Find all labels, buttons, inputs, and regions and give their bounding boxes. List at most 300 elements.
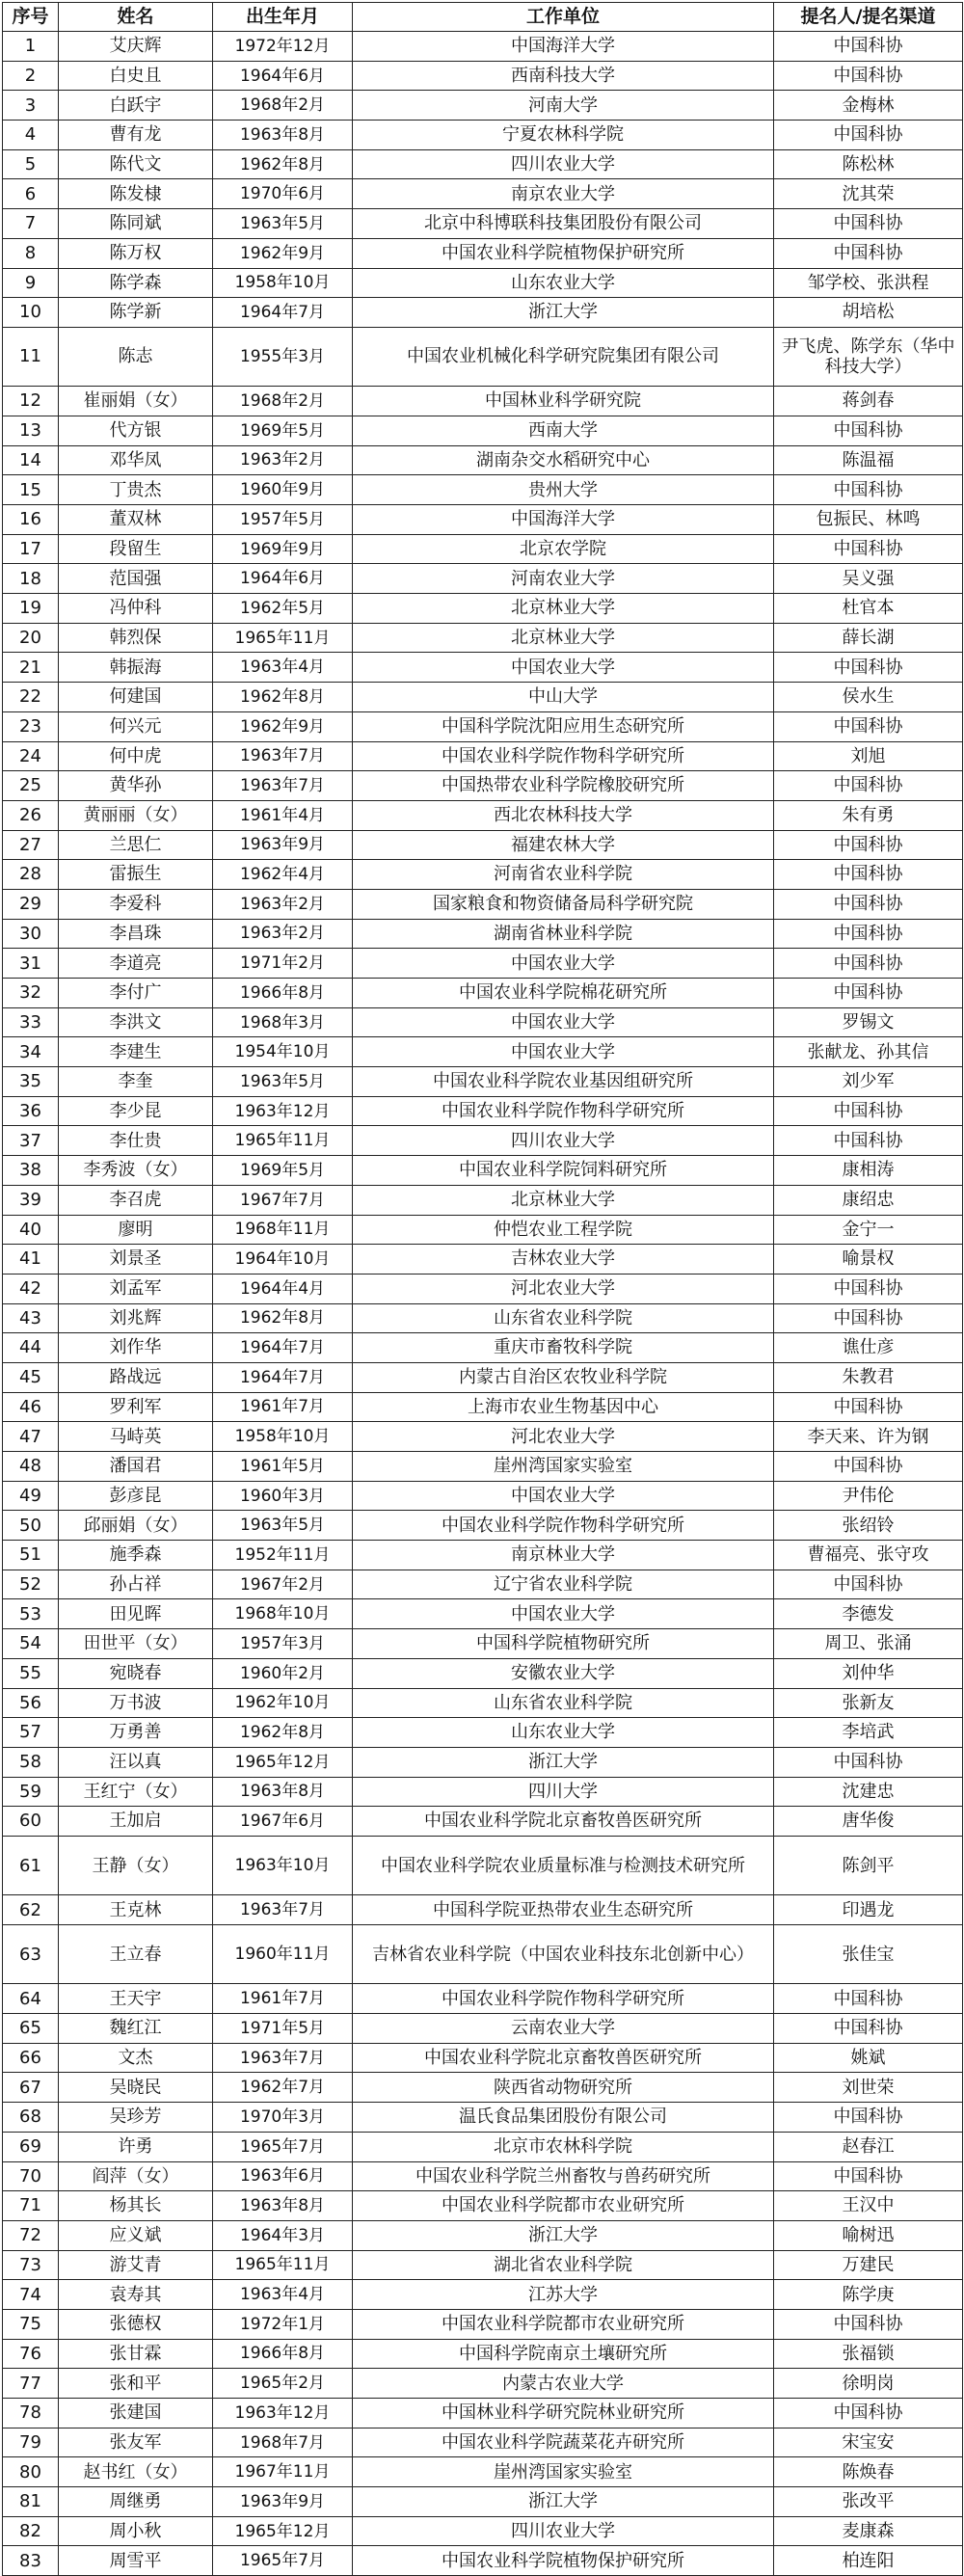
cell-index: 60: [3, 1807, 59, 1837]
table-row: [3, 830, 963, 860]
cell-organization: 中国科学院沈阳应用生态研究所: [353, 711, 774, 741]
cell-name: 路战远: [59, 1362, 213, 1392]
cell-index: 70: [3, 2161, 59, 2191]
cell-index: 48: [3, 1452, 59, 1482]
cell-name: 陈学森: [59, 268, 213, 298]
cell-birth: 1965年7月: [213, 2132, 353, 2161]
cell-organization: 中国农业科学院饲料研究所: [353, 1156, 774, 1186]
cell-nominator: 中国科协: [774, 2161, 963, 2191]
cell-nominator: 侯水生: [774, 683, 963, 712]
cell-index: 77: [3, 2369, 59, 2399]
cell-nominator: 金梅林: [774, 91, 963, 121]
table-row: [3, 711, 963, 741]
cell-index: 25: [3, 771, 59, 801]
cell-organization: 北京中科博联科技集团股份有限公司: [353, 209, 774, 239]
cell-name: 陈志: [59, 327, 213, 386]
cell-nominator: 刘仲华: [774, 1658, 963, 1688]
cell-name: 吴珍芳: [59, 2103, 213, 2133]
cell-organization: 浙江大学: [353, 2220, 774, 2250]
table-row: [3, 1747, 963, 1777]
cell-name: 赵书红（女）: [59, 2457, 213, 2487]
nominee-table-container: [2, 2, 962, 2571]
cell-name: 王天宇: [59, 1984, 213, 2014]
table-row: [3, 860, 963, 890]
cell-birth: 1964年7月: [213, 1362, 353, 1392]
cell-birth: 1963年10月: [213, 1836, 353, 1894]
cell-name: 段留生: [59, 534, 213, 564]
cell-index: 45: [3, 1362, 59, 1392]
table-row: [3, 1215, 963, 1245]
cell-nominator: 中国科协: [774, 979, 963, 1008]
cell-name: 潘国君: [59, 1452, 213, 1482]
cell-name: 李道亮: [59, 949, 213, 979]
cell-index: 72: [3, 2220, 59, 2250]
cell-organization: 中国林业科学研究院林业研究所: [353, 2399, 774, 2428]
cell-organization: 北京林业大学: [353, 594, 774, 624]
table-row: [3, 238, 963, 268]
cell-index: 7: [3, 209, 59, 239]
cell-name: 李秀波（女）: [59, 1156, 213, 1186]
table-row: [3, 741, 963, 771]
cell-organization: 浙江大学: [353, 298, 774, 328]
table-row: [3, 2103, 963, 2133]
table-row: [3, 179, 963, 209]
cell-name: 吴晓民: [59, 2073, 213, 2103]
table-row: [3, 623, 963, 653]
cell-name: 宛晓春: [59, 1658, 213, 1688]
cell-organization: 崖州湾国家实验室: [353, 1452, 774, 1482]
cell-birth: 1962年9月: [213, 711, 353, 741]
cell-birth: 1967年2月: [213, 1570, 353, 1599]
cell-nominator: 罗锡文: [774, 1007, 963, 1037]
cell-nominator: 中国科协: [774, 238, 963, 268]
table-row: [3, 1422, 963, 1452]
cell-name: 陈万权: [59, 238, 213, 268]
cell-organization: 吉林省农业科学院（中国农业科技东北创新中心）: [353, 1925, 774, 1984]
cell-birth: 1962年9月: [213, 238, 353, 268]
cell-birth: 1965年7月: [213, 2546, 353, 2576]
cell-nominator: 徐明岗: [774, 2369, 963, 2399]
cell-name: 王克林: [59, 1895, 213, 1925]
cell-name: 孙占祥: [59, 1570, 213, 1599]
cell-name: 李昌珠: [59, 919, 213, 949]
cell-name: 韩振海: [59, 653, 213, 683]
table-row: [3, 534, 963, 564]
cell-nominator: 张新友: [774, 1688, 963, 1718]
cell-birth: 1967年11月: [213, 2457, 353, 2487]
cell-nominator: 中国科协: [774, 2014, 963, 2044]
cell-birth: 1966年8月: [213, 979, 353, 1008]
cell-name: 李建生: [59, 1037, 213, 1067]
cell-organization: 上海市农业生物基因中心: [353, 1392, 774, 1422]
cell-name: 范国强: [59, 564, 213, 594]
table-row: [3, 1688, 963, 1718]
cell-nominator: 中国科协: [774, 416, 963, 445]
cell-name: 彭彦昆: [59, 1481, 213, 1511]
nominee-table: [2, 2, 963, 2576]
cell-name: 丁贵杰: [59, 475, 213, 505]
cell-birth: 1966年8月: [213, 2339, 353, 2369]
cell-organization: 中国科学院南京土壤研究所: [353, 2339, 774, 2369]
cell-birth: 1962年5月: [213, 594, 353, 624]
cell-organization: 温氏食品集团股份有限公司: [353, 2103, 774, 2133]
cell-birth: 1965年2月: [213, 2369, 353, 2399]
cell-nominator: 万建民: [774, 2250, 963, 2280]
cell-organization: 西北农林科技大学: [353, 800, 774, 830]
cell-index: 68: [3, 2103, 59, 2133]
cell-birth: 1961年5月: [213, 1452, 353, 1482]
cell-index: 47: [3, 1422, 59, 1452]
table-row: [3, 1541, 963, 1570]
cell-organization: 中国农业科学院植物保护研究所: [353, 2546, 774, 2576]
cell-nominator: 胡培松: [774, 298, 963, 328]
cell-organization: 山东省农业科学院: [353, 1688, 774, 1718]
cell-index: 40: [3, 1215, 59, 1245]
cell-organization: 重庆市畜牧科学院: [353, 1333, 774, 1363]
cell-birth: 1970年6月: [213, 179, 353, 209]
cell-name: 邓华凤: [59, 445, 213, 475]
cell-birth: 1969年9月: [213, 534, 353, 564]
cell-nominator: 中国科协: [774, 1126, 963, 1156]
cell-nominator: 喻景权: [774, 1245, 963, 1275]
table-row: [3, 1037, 963, 1067]
table-row: [3, 2014, 963, 2044]
cell-organization: 西南大学: [353, 416, 774, 445]
cell-nominator: 吴义强: [774, 564, 963, 594]
cell-name: 李洪文: [59, 1007, 213, 1037]
table-row: [3, 416, 963, 445]
cell-birth: 1964年7月: [213, 1333, 353, 1363]
cell-name: 周雪平: [59, 2546, 213, 2576]
table-row: [3, 2546, 963, 2576]
cell-name: 李奎: [59, 1067, 213, 1097]
cell-birth: 1964年4月: [213, 1274, 353, 1303]
cell-name: 张甘霖: [59, 2339, 213, 2369]
cell-nominator: 唐华俊: [774, 1807, 963, 1837]
cell-organization: 中国海洋大学: [353, 32, 774, 62]
table-row: [3, 889, 963, 919]
cell-index: 8: [3, 238, 59, 268]
cell-organization: 中国热带农业科学院橡胶研究所: [353, 771, 774, 801]
cell-name: 马峙英: [59, 1422, 213, 1452]
cell-nominator: 中国科协: [774, 653, 963, 683]
table-row: [3, 683, 963, 712]
cell-birth: 1963年7月: [213, 741, 353, 771]
cell-birth: 1963年7月: [213, 1895, 353, 1925]
cell-name: 万勇善: [59, 1718, 213, 1748]
cell-index: 4: [3, 121, 59, 150]
cell-nominator: 中国科协: [774, 1452, 963, 1482]
cell-organization: 中国科学院亚热带农业生态研究所: [353, 1895, 774, 1925]
cell-birth: 1960年3月: [213, 1481, 353, 1511]
cell-birth: 1963年4月: [213, 2280, 353, 2310]
cell-name: 兰思仁: [59, 830, 213, 860]
cell-organization: 宁夏农林科学院: [353, 121, 774, 150]
cell-birth: 1965年11月: [213, 2250, 353, 2280]
table-row: [3, 327, 963, 386]
table-row: [3, 1629, 963, 1659]
cell-birth: 1963年2月: [213, 919, 353, 949]
cell-birth: 1971年2月: [213, 949, 353, 979]
cell-index: 26: [3, 800, 59, 830]
table-row: [3, 1185, 963, 1215]
table-row: [3, 2280, 963, 2310]
cell-organization: 福建农林大学: [353, 830, 774, 860]
cell-nominator: 麦康森: [774, 2516, 963, 2546]
cell-organization: 中国农业大学: [353, 1007, 774, 1037]
table-row: [3, 2309, 963, 2339]
cell-nominator: 朱教君: [774, 1362, 963, 1392]
cell-nominator: 周卫、张涌: [774, 1629, 963, 1659]
cell-name: 陈发棣: [59, 179, 213, 209]
cell-index: 24: [3, 741, 59, 771]
cell-name: 李爱科: [59, 889, 213, 919]
cell-index: 78: [3, 2399, 59, 2428]
cell-index: 11: [3, 327, 59, 386]
cell-name: 白史且: [59, 61, 213, 91]
cell-birth: 1969年5月: [213, 1156, 353, 1186]
cell-index: 80: [3, 2457, 59, 2487]
cell-organization: 中国农业大学: [353, 1481, 774, 1511]
cell-name: 周小秋: [59, 2516, 213, 2546]
table-row: [3, 2487, 963, 2517]
cell-index: 75: [3, 2309, 59, 2339]
cell-name: 汪以真: [59, 1747, 213, 1777]
cell-nominator: 中国科协: [774, 1747, 963, 1777]
table-row: [3, 1096, 963, 1126]
table-row: [3, 594, 963, 624]
table-row: [3, 979, 963, 1008]
cell-name: 崔丽娟（女）: [59, 387, 213, 416]
table-row: [3, 1599, 963, 1629]
cell-birth: 1962年4月: [213, 860, 353, 890]
table-row: [3, 121, 963, 150]
cell-index: 83: [3, 2546, 59, 2576]
cell-birth: 1963年2月: [213, 445, 353, 475]
cell-index: 15: [3, 475, 59, 505]
cell-index: 46: [3, 1392, 59, 1422]
cell-organization: 中山大学: [353, 683, 774, 712]
cell-organization: 中国农业科学院都市农业研究所: [353, 2191, 774, 2221]
table-row: [3, 1984, 963, 2014]
cell-nominator: 张福锁: [774, 2339, 963, 2369]
cell-organization: 山东农业大学: [353, 268, 774, 298]
cell-nominator: 张佳宝: [774, 1925, 963, 1984]
cell-birth: 1962年8月: [213, 1303, 353, 1333]
cell-organization: 中国农业科学院作物科学研究所: [353, 1984, 774, 2014]
cell-index: 13: [3, 416, 59, 445]
table-row: [3, 1452, 963, 1482]
cell-nominator: 姚斌: [774, 2043, 963, 2073]
cell-birth: 1963年7月: [213, 2043, 353, 2073]
cell-name: 李付广: [59, 979, 213, 1008]
cell-index: 35: [3, 1067, 59, 1097]
cell-birth: 1963年8月: [213, 1777, 353, 1807]
cell-nominator: 康绍忠: [774, 1185, 963, 1215]
cell-organization: 四川农业大学: [353, 1126, 774, 1156]
cell-name: 罗利军: [59, 1392, 213, 1422]
cell-organization: 湖北省农业科学院: [353, 2250, 774, 2280]
cell-organization: 贵州大学: [353, 475, 774, 505]
table-row: [3, 91, 963, 121]
cell-nominator: 康相涛: [774, 1156, 963, 1186]
cell-nominator: 中国科协: [774, 61, 963, 91]
cell-name: 阎萍（女）: [59, 2161, 213, 2191]
cell-birth: 1965年12月: [213, 1747, 353, 1777]
cell-name: 游艾青: [59, 2250, 213, 2280]
cell-index: 32: [3, 979, 59, 1008]
cell-nominator: 中国科协: [774, 534, 963, 564]
cell-name: 应义斌: [59, 2220, 213, 2250]
cell-birth: 1971年5月: [213, 2014, 353, 2044]
cell-index: 74: [3, 2280, 59, 2310]
table-row: [3, 2399, 963, 2428]
cell-name: 黄华孙: [59, 771, 213, 801]
cell-nominator: 中国科协: [774, 711, 963, 741]
cell-organization: 中国林业科学研究院: [353, 387, 774, 416]
cell-nominator: 沈建忠: [774, 1777, 963, 1807]
cell-nominator: 中国科协: [774, 889, 963, 919]
cell-name: 何兴元: [59, 711, 213, 741]
cell-birth: 1972年12月: [213, 32, 353, 62]
cell-index: 38: [3, 1156, 59, 1186]
cell-name: 雷振生: [59, 860, 213, 890]
cell-birth: 1957年3月: [213, 1629, 353, 1659]
cell-organization: 中国农业科学院北京畜牧兽医研究所: [353, 2043, 774, 2073]
cell-birth: 1968年7月: [213, 2428, 353, 2457]
cell-index: 5: [3, 149, 59, 179]
cell-nominator: 陈松林: [774, 149, 963, 179]
cell-index: 53: [3, 1599, 59, 1629]
cell-name: 李少昆: [59, 1096, 213, 1126]
table-row: [3, 2339, 963, 2369]
cell-nominator: 中国科协: [774, 475, 963, 505]
table-row: [3, 1658, 963, 1688]
cell-index: 49: [3, 1481, 59, 1511]
cell-name: 陈代文: [59, 149, 213, 179]
cell-birth: 1967年7月: [213, 1185, 353, 1215]
cell-birth: 1967年6月: [213, 1807, 353, 1837]
table-row: [3, 1895, 963, 1925]
table-row: [3, 1333, 963, 1363]
cell-organization: 湖南杂交水稻研究中心: [353, 445, 774, 475]
cell-birth: 1968年10月: [213, 1599, 353, 1629]
cell-name: 韩烈保: [59, 623, 213, 653]
cell-organization: 中国农业科学院农业质量标准与检测技术研究所: [353, 1836, 774, 1894]
cell-name: 许勇: [59, 2132, 213, 2161]
table-row: [3, 1511, 963, 1541]
cell-nominator: 刘旭: [774, 741, 963, 771]
cell-name: 冯仲科: [59, 594, 213, 624]
cell-nominator: 中国科协: [774, 949, 963, 979]
cell-index: 6: [3, 179, 59, 209]
cell-organization: 中国农业机械化科学研究院集团有限公司: [353, 327, 774, 386]
table-row: [3, 149, 963, 179]
cell-birth: 1963年8月: [213, 2191, 353, 2221]
table-row: [3, 1245, 963, 1275]
cell-organization: 河南大学: [353, 91, 774, 121]
cell-index: 28: [3, 860, 59, 890]
cell-birth: 1962年7月: [213, 2073, 353, 2103]
cell-organization: 中国农业大学: [353, 653, 774, 683]
cell-birth: 1961年7月: [213, 1392, 353, 1422]
table-row: [3, 61, 963, 91]
cell-nominator: 中国科协: [774, 919, 963, 949]
cell-birth: 1968年2月: [213, 91, 353, 121]
table-row: [3, 2161, 963, 2191]
table-row: [3, 1570, 963, 1599]
cell-nominator: 中国科协: [774, 1274, 963, 1303]
table-header-row: [3, 3, 963, 32]
cell-organization: 四川大学: [353, 1777, 774, 1807]
cell-nominator: 陈学庚: [774, 2280, 963, 2310]
table-row: [3, 919, 963, 949]
cell-organization: 北京林业大学: [353, 1185, 774, 1215]
cell-name: 王静（女）: [59, 1836, 213, 1894]
cell-birth: 1963年4月: [213, 653, 353, 683]
cell-nominator: 陈剑平: [774, 1836, 963, 1894]
cell-nominator: 尹伟伦: [774, 1481, 963, 1511]
cell-name: 邱丽娟（女）: [59, 1511, 213, 1541]
cell-name: 王立春: [59, 1925, 213, 1984]
cell-birth: 1963年7月: [213, 771, 353, 801]
table-row: [3, 387, 963, 416]
table-row: [3, 2369, 963, 2399]
cell-index: 2: [3, 61, 59, 91]
cell-birth: 1964年7月: [213, 298, 353, 328]
cell-nominator: 李培武: [774, 1718, 963, 1748]
cell-birth: 1969年5月: [213, 416, 353, 445]
cell-name: 曹有龙: [59, 121, 213, 150]
cell-index: 50: [3, 1511, 59, 1541]
cell-organization: 崖州湾国家实验室: [353, 2457, 774, 2487]
cell-organization: 内蒙古自治区农牧业科学院: [353, 1362, 774, 1392]
cell-name: 袁寿其: [59, 2280, 213, 2310]
table-row: [3, 564, 963, 594]
cell-nominator: 朱有勇: [774, 800, 963, 830]
cell-organization: 安徽农业大学: [353, 1658, 774, 1688]
cell-index: 62: [3, 1895, 59, 1925]
cell-birth: 1963年9月: [213, 830, 353, 860]
cell-nominator: 陈焕春: [774, 2457, 963, 2487]
header-nominator: 提名人/提名渠道: [774, 3, 963, 32]
cell-organization: 云南农业大学: [353, 2014, 774, 2044]
cell-birth: 1963年12月: [213, 1096, 353, 1126]
cell-index: 20: [3, 623, 59, 653]
cell-birth: 1965年11月: [213, 1126, 353, 1156]
cell-index: 3: [3, 91, 59, 121]
table-row: [3, 2043, 963, 2073]
cell-nominator: 张绍铃: [774, 1511, 963, 1541]
cell-organization: 北京市农林科学院: [353, 2132, 774, 2161]
table-row: [3, 2073, 963, 2103]
cell-nominator: 中国科协: [774, 1984, 963, 2014]
cell-nominator: 赵春江: [774, 2132, 963, 2161]
cell-birth: 1963年2月: [213, 889, 353, 919]
cell-index: 27: [3, 830, 59, 860]
table-row: [3, 268, 963, 298]
table-row: [3, 1807, 963, 1837]
cell-name: 何建国: [59, 683, 213, 712]
cell-organization: 南京林业大学: [353, 1541, 774, 1570]
cell-birth: 1968年3月: [213, 1007, 353, 1037]
cell-organization: 中国农业科学院蔬菜花卉研究所: [353, 2428, 774, 2457]
cell-index: 41: [3, 1245, 59, 1275]
cell-index: 37: [3, 1126, 59, 1156]
cell-birth: 1964年10月: [213, 1245, 353, 1275]
cell-organization: 浙江大学: [353, 2487, 774, 2517]
table-row: [3, 2457, 963, 2487]
